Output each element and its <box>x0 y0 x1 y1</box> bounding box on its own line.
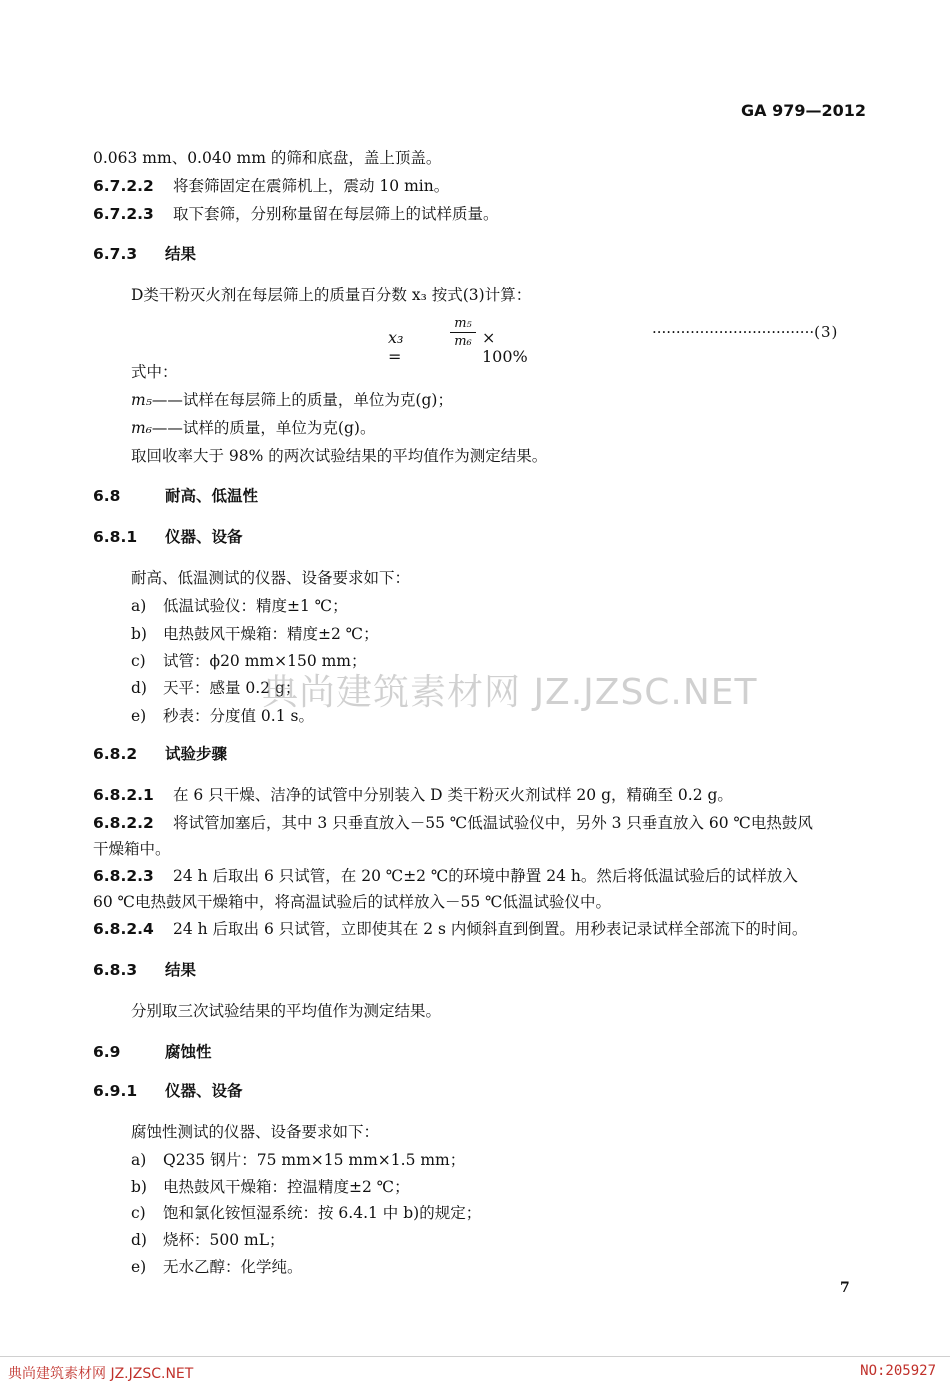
text-line: 耐高、低温测试的仪器、设备要求如下： <box>131 569 411 587</box>
heading-title: 仪器、设备 <box>165 1082 243 1100</box>
heading-number: 6.9 <box>93 1043 121 1061</box>
heading-number: 6.8 <box>93 487 121 505</box>
variable-symbol: m₆ <box>131 419 152 437</box>
heading-title: 结果 <box>165 961 197 979</box>
list-item <box>131 624 379 644</box>
clause-number: 6.8.2.3 <box>93 867 154 885</box>
clause-line <box>93 204 499 224</box>
section-heading <box>93 486 258 506</box>
list-label: b) <box>131 1178 147 1196</box>
list-label: a) <box>131 597 147 615</box>
clause-line <box>93 919 807 939</box>
section-heading <box>93 1042 212 1062</box>
section-heading <box>93 1081 243 1101</box>
section-heading <box>93 244 196 264</box>
clause-line <box>93 866 798 886</box>
list-text: 无水乙醇：化学纯。 <box>163 1258 303 1276</box>
footer-site-link[interactable]: 典尚建筑素材网 JZ.JZSC.NET <box>8 1366 194 1382</box>
list-label: c) <box>131 652 146 670</box>
clause-line <box>93 785 733 805</box>
standard-id: GA 979—2012 <box>740 101 866 120</box>
clause-number: 6.8.2.1 <box>93 786 154 804</box>
text-line: 0.063 mm、0.040 mm 的筛和底盘，盖上顶盖。 <box>93 149 442 167</box>
list-item <box>131 1177 410 1197</box>
leader-dots: ·································· <box>652 323 815 341</box>
list-label: a) <box>131 1151 147 1169</box>
list-label: d) <box>131 1231 147 1249</box>
heading-number: 6.9.1 <box>93 1082 138 1100</box>
text-line: 式中： <box>131 363 178 381</box>
list-text: 秒表：分度值 0.1 s。 <box>163 707 314 725</box>
clause-line <box>93 813 813 833</box>
text-line: 取回收率大于 98% 的两次试验结果的平均值作为测定结果。 <box>131 447 548 465</box>
clause-text: 取下套筛，分别称量留在每层筛上的试样质量。 <box>173 205 499 223</box>
variable-text: ——试样的质量，单位为克(g)。 <box>151 419 376 437</box>
heading-title: 腐蚀性 <box>165 1043 212 1061</box>
watermark: 典尚建筑素材网 JZ.JZSC.NET <box>262 672 758 713</box>
heading-number: 6.8.3 <box>93 961 138 979</box>
heading-title: 仪器、设备 <box>165 528 243 546</box>
clause-number: 6.8.2.2 <box>93 814 154 832</box>
list-text: 烧杯：500 mL； <box>163 1231 285 1249</box>
clause-text: 将试管加塞后，其中 3 只垂直放入－55 ℃低温试验仪中，另外 3 只垂直放入 60 ℃电热鼓风 <box>173 814 813 832</box>
clause-text: 将套筛固定在震筛机上，震动 10 min。 <box>173 177 450 195</box>
text-line: 分别取三次试验结果的平均值作为测定结果。 <box>131 1002 442 1020</box>
footer-bar <box>0 1356 950 1388</box>
list-text: 天平：感量 0.2 g； <box>163 679 301 697</box>
list-text: 试管：ϕ20 mm×150 mm； <box>163 652 367 670</box>
clause-text: 在 6 只干燥、洁净的试管中分别装入 D 类干粉灭火剂试样 20 g，精确至 0.2 g。 <box>173 786 733 804</box>
formula-denominator: m₆ <box>454 334 472 349</box>
page-number: 7 <box>840 1280 850 1296</box>
variable-definition <box>131 418 375 438</box>
list-item <box>131 1230 285 1250</box>
formula-fraction <box>450 316 476 349</box>
list-label: e) <box>131 1258 147 1276</box>
text-line: 腐蚀性测试的仪器、设备要求如下： <box>131 1123 380 1141</box>
section-heading <box>93 960 196 980</box>
footer-doc-number: NO:205927 <box>860 1363 936 1379</box>
equation-reference <box>652 323 838 341</box>
list-text: 电热鼓风干燥箱：精度±2 ℃； <box>163 625 379 643</box>
clause-text: 24 h 后取出 6 只试管，立即使其在 2 s 内倾斜直到倒置。用秒表记录试样全部流下的时间。 <box>173 920 808 938</box>
variable-symbol: m₅ <box>131 391 152 409</box>
fraction-bar <box>450 332 476 333</box>
section-heading <box>93 744 227 764</box>
clause-line <box>93 176 449 196</box>
list-item <box>131 1203 481 1223</box>
list-text: 饱和氯化铵恒湿系统：按 6.4.1 中 b)的规定； <box>163 1204 482 1222</box>
clause-number: 6.7.2.2 <box>93 177 154 195</box>
list-item <box>131 1257 303 1277</box>
list-text: Q235 钢片：75 mm×15 mm×1.5 mm； <box>163 1151 466 1169</box>
list-label: e) <box>131 707 147 725</box>
heading-number: 6.8.1 <box>93 528 138 546</box>
list-text: 低温试验仪：精度±1 ℃； <box>163 597 348 615</box>
text-line: 60 ℃电热鼓风干燥箱中，将高温试验后的试样放入－55 ℃低温试验仪中。 <box>93 893 611 911</box>
formula-lhs: x₃ = <box>388 328 404 366</box>
list-label: b) <box>131 625 147 643</box>
list-item <box>131 1150 465 1170</box>
formula-numerator: m₅ <box>454 316 472 331</box>
list-item <box>131 596 348 616</box>
equation-number: (3) <box>814 323 839 341</box>
list-label: d) <box>131 679 147 697</box>
text-line: D类干粉灭火剂在每层筛上的质量百分数 x₃ 按式(3)计算： <box>131 286 532 304</box>
list-label: c) <box>131 1204 146 1222</box>
heading-number: 6.7.3 <box>93 245 138 263</box>
heading-title: 试验步骤 <box>165 745 228 763</box>
variable-definition <box>131 390 453 410</box>
text-line: 干燥箱中。 <box>93 840 171 858</box>
clause-text: 24 h 后取出 6 只试管，在 20 ℃±2 ℃的环境中静置 24 h。然后将低温试验后的试样放入 <box>173 867 798 885</box>
clause-number: 6.8.2.4 <box>93 920 154 938</box>
variable-text: ——试样在每层筛上的质量，单位为克(g)； <box>151 391 453 409</box>
heading-number: 6.8.2 <box>93 745 138 763</box>
formula-rhs: × 100% <box>482 328 528 366</box>
heading-title: 结果 <box>165 245 197 263</box>
section-heading <box>93 527 243 547</box>
heading-title: 耐高、低温性 <box>165 487 259 505</box>
clause-number: 6.7.2.3 <box>93 205 154 223</box>
list-text: 电热鼓风干燥箱：控温精度±2 ℃； <box>163 1178 410 1196</box>
